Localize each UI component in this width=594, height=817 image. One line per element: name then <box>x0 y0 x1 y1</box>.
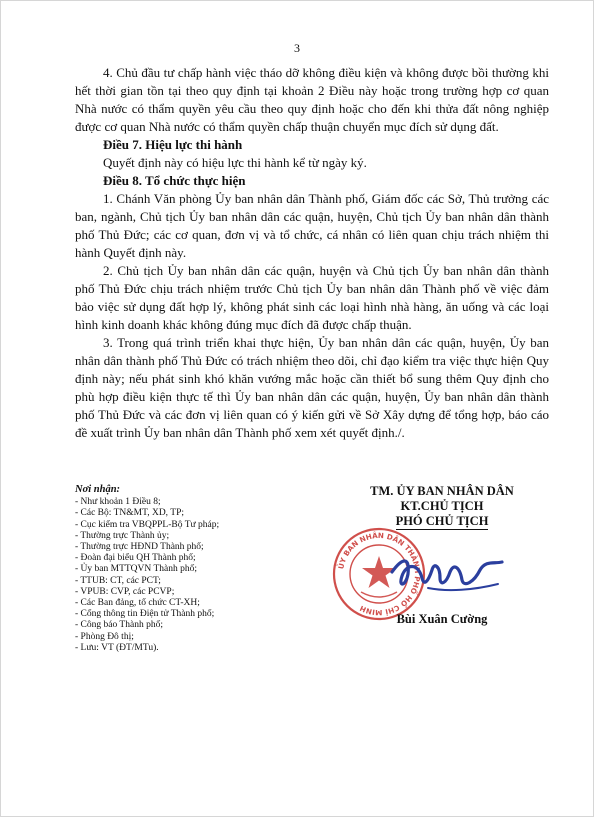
paragraph-clause-4: 4. Chủ đầu tư chấp hành việc tháo dỡ không điều kiện và không được bồi thường khi hết thời gian tồn tại theo quy định tại khoản 2 Điều này hoặc trong trường hợp cơ quan Nhà nước có thẩm quyền yêu cầu theo quy định hoặc cho đến khi thửa đất nông nghiệp được cơ quan Nhà nước có thẩm quyền chấp thuận chuyển mục đích sử dụng đất. <box>75 65 549 134</box>
recipient-item: - Cục kiểm tra VBQPPL-Bộ Tư pháp; <box>75 519 220 530</box>
signer-name: Bùi Xuân Cường <box>396 612 488 626</box>
article-7-title: Điều 7. Hiệu lực thi hành <box>103 137 243 152</box>
recipient-item: - Cổng thông tin Điện tử Thành phố; <box>75 609 215 620</box>
recipient-item: - Thường trực HĐND Thành phố; <box>75 542 204 553</box>
recipient-item: - Lưu: VT (ĐT/MTu). <box>75 642 159 653</box>
recipient-item: - Thường trực Thành ủy; <box>75 530 170 541</box>
signature-role-line: KT.CHỦ TỊCH <box>400 499 484 513</box>
svg-text:ỦY BAN NHÂN DÂN THÀNH PHỐ HỒ C: ỦY BAN NHÂN DÂN THÀNH PHỐ HỒ CHÍ MINH <box>336 530 423 618</box>
recipient-item: - Công báo Thành phố; <box>75 620 163 631</box>
recipient-item: - VPUB: CVP, các PCVP; <box>75 586 175 597</box>
article-8-clause-3: 3. Trong quá trình triển khai thực hiện, Ủy ban nhân dân các quận, huyện, Ủy ban nhân dân thành phố Thủ Đức có trách nhiệm theo dõi, chỉ đạo kiểm tra việc thực hiện Quy định này; nếu phát sinh khó khăn vướng mắc hoặc cần thiết bổ sung thêm Quy định cho phù hợp điều kiện thực tế thì Ủy ban nhân dân các quận, huyện, Ủy ban nhân dân thành phố Thủ Đức và các đơn vị liên quan có ý kiến gửi về Sở Xây dựng để tổng hợp, báo cáo đề xuất trình Ủy ban nhân dân Thành phố xem xét quyết định./. <box>75 335 549 440</box>
article-8-clause-2: 2. Chủ tịch Ủy ban nhân dân các quận, huyện và Chủ tịch Ủy ban nhân dân thành phố Thủ Đức chịu trách nhiệm trước Chủ tịch Ủy ban nhân dân Thành phố về việc đảm bảo việc sử dụng đất hợp lý, không phát sinh các loại hình nhà hàng, ăn uống và các loại hình kinh doanh khác không đúng mục đích đã được chấp thuận. <box>75 263 549 332</box>
article-8-clause-1: 1. Chánh Văn phòng Ủy ban nhân dân Thành phố, Giám đốc các Sở, Thủ trưởng các ban, ngành, Chủ tịch Ủy ban nhân dân các quận, huyện, Chủ tịch Ủy ban nhân dân thành phố Thủ Đức; các cơ quan, đơn vị và tổ chức, cá nhân có liên quan chịu trách nhiệm thi hành Quyết định này. <box>75 191 549 260</box>
handwritten-signature-icon <box>388 548 508 598</box>
recipient-item: - Các Ban đảng, tổ chức CT-XH; <box>75 598 200 609</box>
article-8-title: Điều 8. Tổ chức thực hiện <box>103 173 246 188</box>
recipients-list <box>75 497 335 654</box>
recipient-item: - Các Bộ: TN&MT, XD, TP; <box>75 508 184 519</box>
recipient-item: - Như khoản 1 Điều 8; <box>75 497 161 508</box>
signature-block <box>332 484 552 530</box>
document-body <box>75 64 549 442</box>
signature-org-line: TM. ỦY BAN NHÂN DÂN <box>370 484 514 498</box>
recipient-item: - Ủy ban MTTQVN Thành phố; <box>75 564 197 575</box>
recipient-item: - Phòng Đô thị; <box>75 631 134 642</box>
page-number: 3 <box>294 41 300 55</box>
recipients-title: Nơi nhận: <box>75 484 121 495</box>
recipient-item: - Đoàn đại biểu QH Thành phố; <box>75 553 196 564</box>
recipients-block <box>75 484 335 654</box>
signature-position-line: PHÓ CHỦ TỊCH <box>395 514 489 528</box>
article-7-text: Quyết định này có hiệu lực thi hành kể từ ngày ký. <box>103 155 367 170</box>
recipient-item: - TTUB: CT, các PCT; <box>75 575 161 586</box>
